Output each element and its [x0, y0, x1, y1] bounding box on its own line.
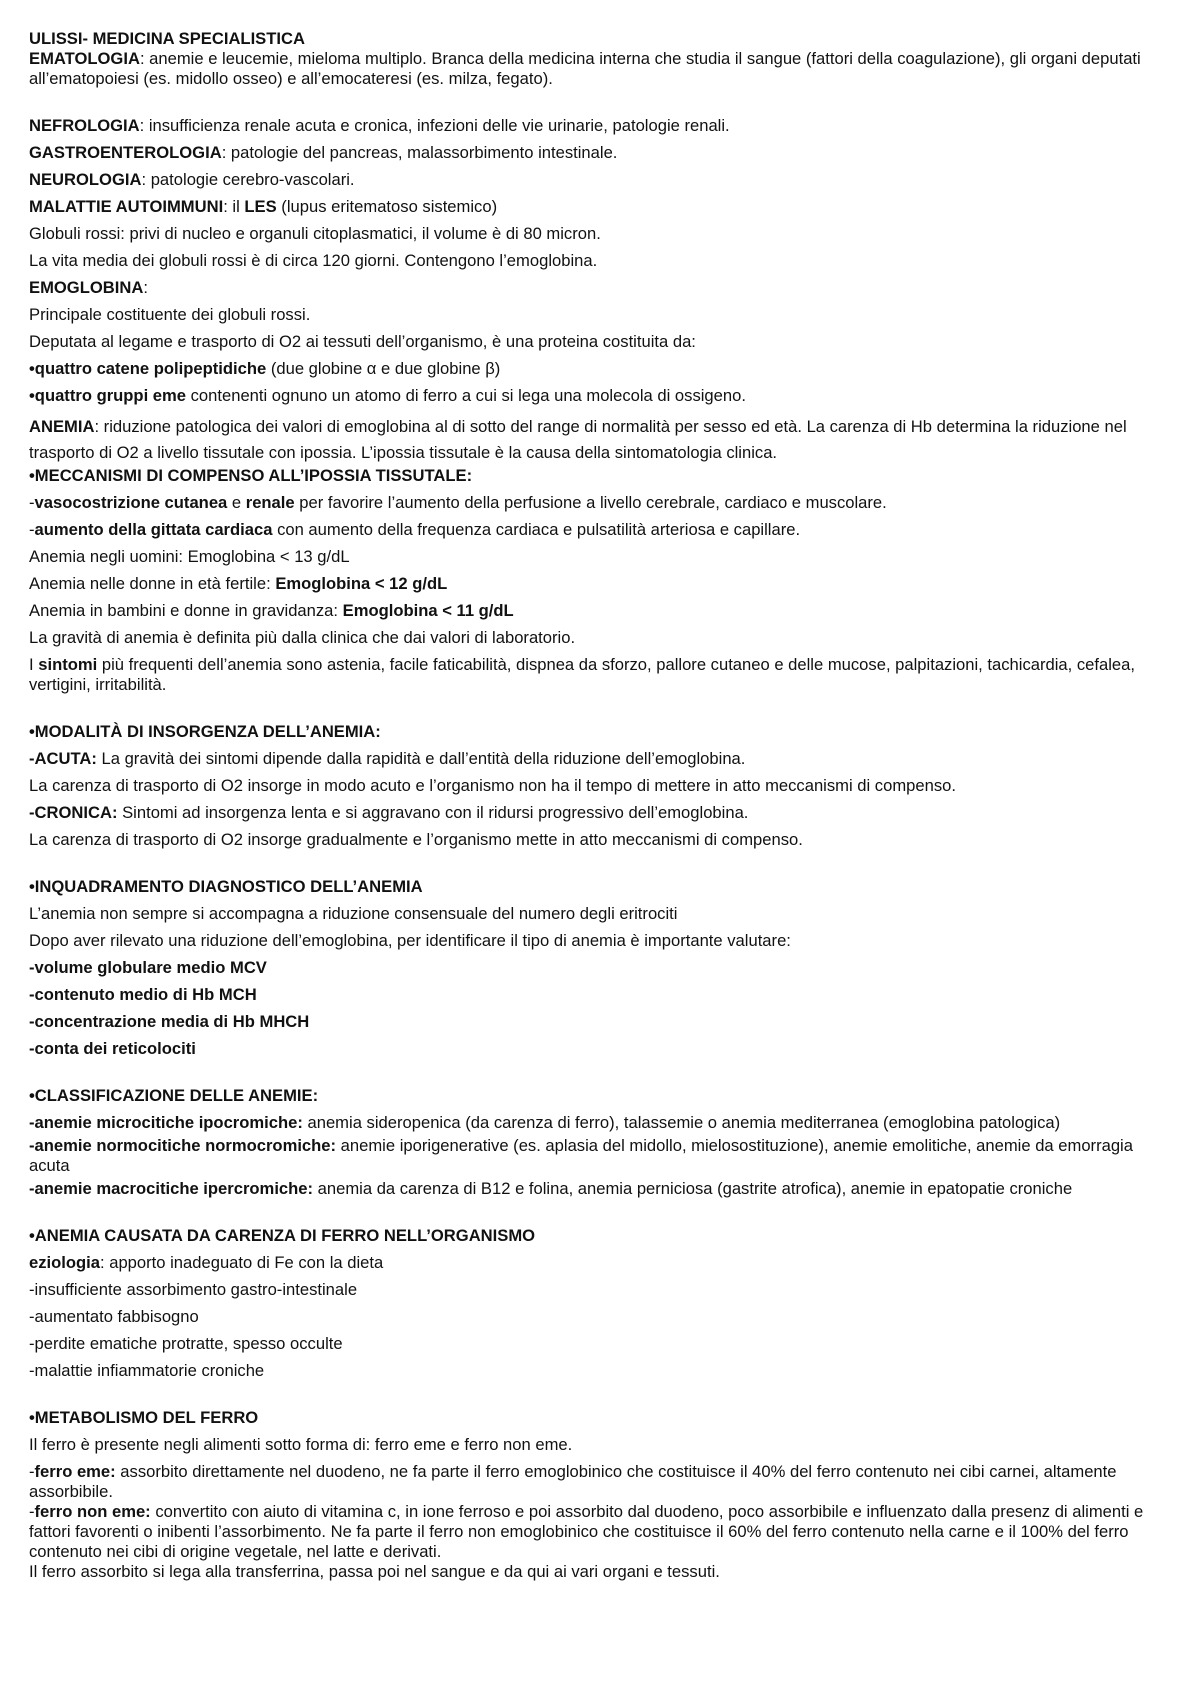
- emoglobina-bullet-2: •quattro gruppi eme contenenti ognuno un atomo di ferro a cui si lega una molecola di ossigeno.: [29, 386, 746, 405]
- anemia-paragraph: ANEMIA: riduzione patologica dei valori di emoglobina al di sotto del range di normalità per sesso ed età. La carenza di Hb determina la riduzione nel trasporto di O2 a livello tissutale con ipossia. L’ipossia tissutale è la causa della sintomatologia clinica.: [29, 417, 1127, 462]
- eziologia-item: -malattie infiammatorie croniche: [29, 1361, 265, 1380]
- emoglobina-bullet-1: •quattro catene polipeptidiche (due globine α e due globine β): [29, 359, 501, 378]
- anemia-bambini-line: Anemia in bambini e donne in gravidanza: Emoglobina < 11 g/dL: [29, 601, 514, 620]
- document-title: ULISSI- MEDICINA SPECIALISTICA: [29, 29, 305, 48]
- diagnostico-item: -conta dei reticolociti: [29, 1039, 196, 1058]
- insorgenza-heading: •MODALITÀ DI INSORGENZA DELL’ANEMIA:: [29, 722, 381, 741]
- gastroenterologia-line: GASTROENTEROLOGIA: patologie del pancreas, malassorbimento intestinale.: [29, 143, 618, 162]
- anemia-donne-line: Anemia nelle donne in età fertile: Emoglobina < 12 g/dL: [29, 574, 448, 593]
- ematologia-paragraph: EMATOLOGIA: anemie e leucemie, mieloma multiplo. Branca della medicina interna che studia il sangue (fattori della coagulazione), gli organi deputati all’ematopoiesi (es. midollo osseo) e all’emocateresi (es. milza, fegato).: [29, 49, 1141, 88]
- compenso-item-2: -aumento della gittata cardiaca con aumento della frequenza cardiaca e pulsatilità arteriosa e capillare.: [29, 520, 801, 539]
- emoglobina-line-1: Principale costituente dei globuli rossi.: [29, 305, 311, 324]
- classificazione-heading: •CLASSIFICAZIONE DELLE ANEMIE:: [29, 1086, 319, 1105]
- emoglobina-line-2: Deputata al legame e trasporto di O2 ai tessuti dell’organismo, è una proteina costituita da:: [29, 332, 696, 351]
- eziologia-item: -insufficiente assorbimento gastro-intestinale: [29, 1280, 358, 1299]
- ferro-eme-paragraph: -ferro eme: assorbito direttamente nel duodeno, ne fa parte il ferro emoglobinico che costituisce il 40% del ferro contenuto nei cibi carnei, altamente assorbibile.: [29, 1462, 1117, 1501]
- anemia-uomini-line: Anemia negli uomini: Emoglobina < 13 g/dL: [29, 547, 350, 566]
- carenza-ferro-heading: •ANEMIA CAUSATA DA CARENZA DI FERRO NELL’ORGANISMO: [29, 1226, 536, 1245]
- insorgenza-acuta-line-2: La carenza di trasporto di O2 insorge in modo acuto e l’organismo non ha il tempo di mettere in atto meccanismi di compenso.: [29, 776, 956, 795]
- classificazione-micro: -anemie microcitiche ipocromiche: anemia sideropenica (da carenza di ferro), talassemie o anemia mediterranea (emoglobina patologica): [29, 1113, 1061, 1132]
- diagnostico-item: -volume globulare medio MCV: [29, 958, 267, 977]
- diagnostico-heading: •INQUADRAMENTO DIAGNOSTICO DELL’ANEMIA: [29, 877, 423, 896]
- metabolismo-last-line: Il ferro assorbito si lega alla transferrina, passa poi nel sangue e da qui ai vari organi e tessuti.: [29, 1562, 720, 1581]
- compenso-heading: •MECCANISMI DI COMPENSO ALL’IPOSSIA TISSUTALE:: [29, 466, 473, 485]
- eziologia-line: eziologia: apporto inadeguato di Fe con la dieta: [29, 1253, 384, 1272]
- ferro-non-eme-paragraph: -ferro non eme: convertito con aiuto di vitamina c, in ione ferroso e poi assorbito dal duodeno, poco assorbibile e influenzato dalla presenz di alimenti e fattori favorenti o inibenti l’assorbimento. Ne fa parte il ferro non emoglobinico che costituisce il 60% del ferro contenuto nella carne e il 100% del ferro contenuto nei cibi di origine vegetale, nel latte e derivati.: [29, 1502, 1144, 1561]
- document-page: [29, 29, 1169, 1582]
- insorgenza-cronica-line: -CRONICA: Sintomi ad insorgenza lenta e si aggravano con il ridursi progressivo dell’emoglobina.: [29, 803, 749, 822]
- diagnostico-item: -concentrazione media di Hb MHCH: [29, 1012, 310, 1031]
- classificazione-normo: -anemie normocitiche normocromiche: anemie iporigenerative (es. aplasia del midollo, mielosostituzione), anemie emolitiche, anemie da emorragia acuta: [29, 1136, 1133, 1175]
- autoimmuni-line: MALATTIE AUTOIMMUNI: il LES (lupus eritematoso sistemico): [29, 197, 498, 216]
- classificazione-macro: -anemie macrocitiche ipercromiche: anemia da carenza di B12 e folina, anemia perniciosa (gastrite atrofica), anemie in epatopatie croniche: [29, 1179, 1073, 1198]
- eziologia-item: -aumentato fabbisogno: [29, 1307, 199, 1326]
- anemia-gravita-line: La gravità di anemia è definita più dalla clinica che dai valori di laboratorio.: [29, 628, 576, 647]
- emoglobina-heading: EMOGLOBINA:: [29, 278, 148, 297]
- diagnostico-item: -contenuto medio di Hb MCH: [29, 985, 257, 1004]
- neurologia-line: NEUROLOGIA: patologie cerebro-vascolari.: [29, 170, 355, 189]
- metabolismo-line-1: Il ferro è presente negli alimenti sotto forma di: ferro eme e ferro non eme.: [29, 1435, 573, 1454]
- nefrologia-line: NEFROLOGIA: insufficienza renale acuta e cronica, infezioni delle vie urinarie, patologie renali.: [29, 116, 730, 135]
- diagnostico-line-2: Dopo aver rilevato una riduzione dell’emoglobina, per identificare il tipo di anemia è importante valutare:: [29, 931, 791, 950]
- eziologia-item: -perdite ematiche protratte, spesso occulte: [29, 1334, 343, 1353]
- diagnostico-line-1: L’anemia non sempre si accompagna a riduzione consensuale del numero degli eritrociti: [29, 904, 678, 923]
- metabolismo-heading: •METABOLISMO DEL FERRO: [29, 1408, 259, 1427]
- insorgenza-acuta-line: -ACUTA: La gravità dei sintomi dipende dalla rapidità e dall’entità della riduzione dell’emoglobina.: [29, 749, 746, 768]
- anemia-sintomi-paragraph: I sintomi più frequenti dell’anemia sono astenia, facile faticabilità, dispnea da sforzo, pallore cutaneo e delle mucose, palpitazioni, tachicardia, cefalea, vertigini, irritabilità.: [29, 655, 1135, 694]
- insorgenza-cronica-line-2: La carenza di trasporto di O2 insorge gradualmente e l’organismo mette in atto meccanismi di compenso.: [29, 830, 803, 849]
- globuli-rossi-line-2: La vita media dei globuli rossi è di circa 120 giorni. Contengono l’emoglobina.: [29, 251, 598, 270]
- compenso-item-1: -vasocostrizione cutanea e renale per favorire l’aumento della perfusione a livello cerebrale, cardiaco e muscolare.: [29, 493, 887, 512]
- globuli-rossi-line-1: Globuli rossi: privi di nucleo e organuli citoplasmatici, il volume è di 80 micron.: [29, 224, 601, 243]
